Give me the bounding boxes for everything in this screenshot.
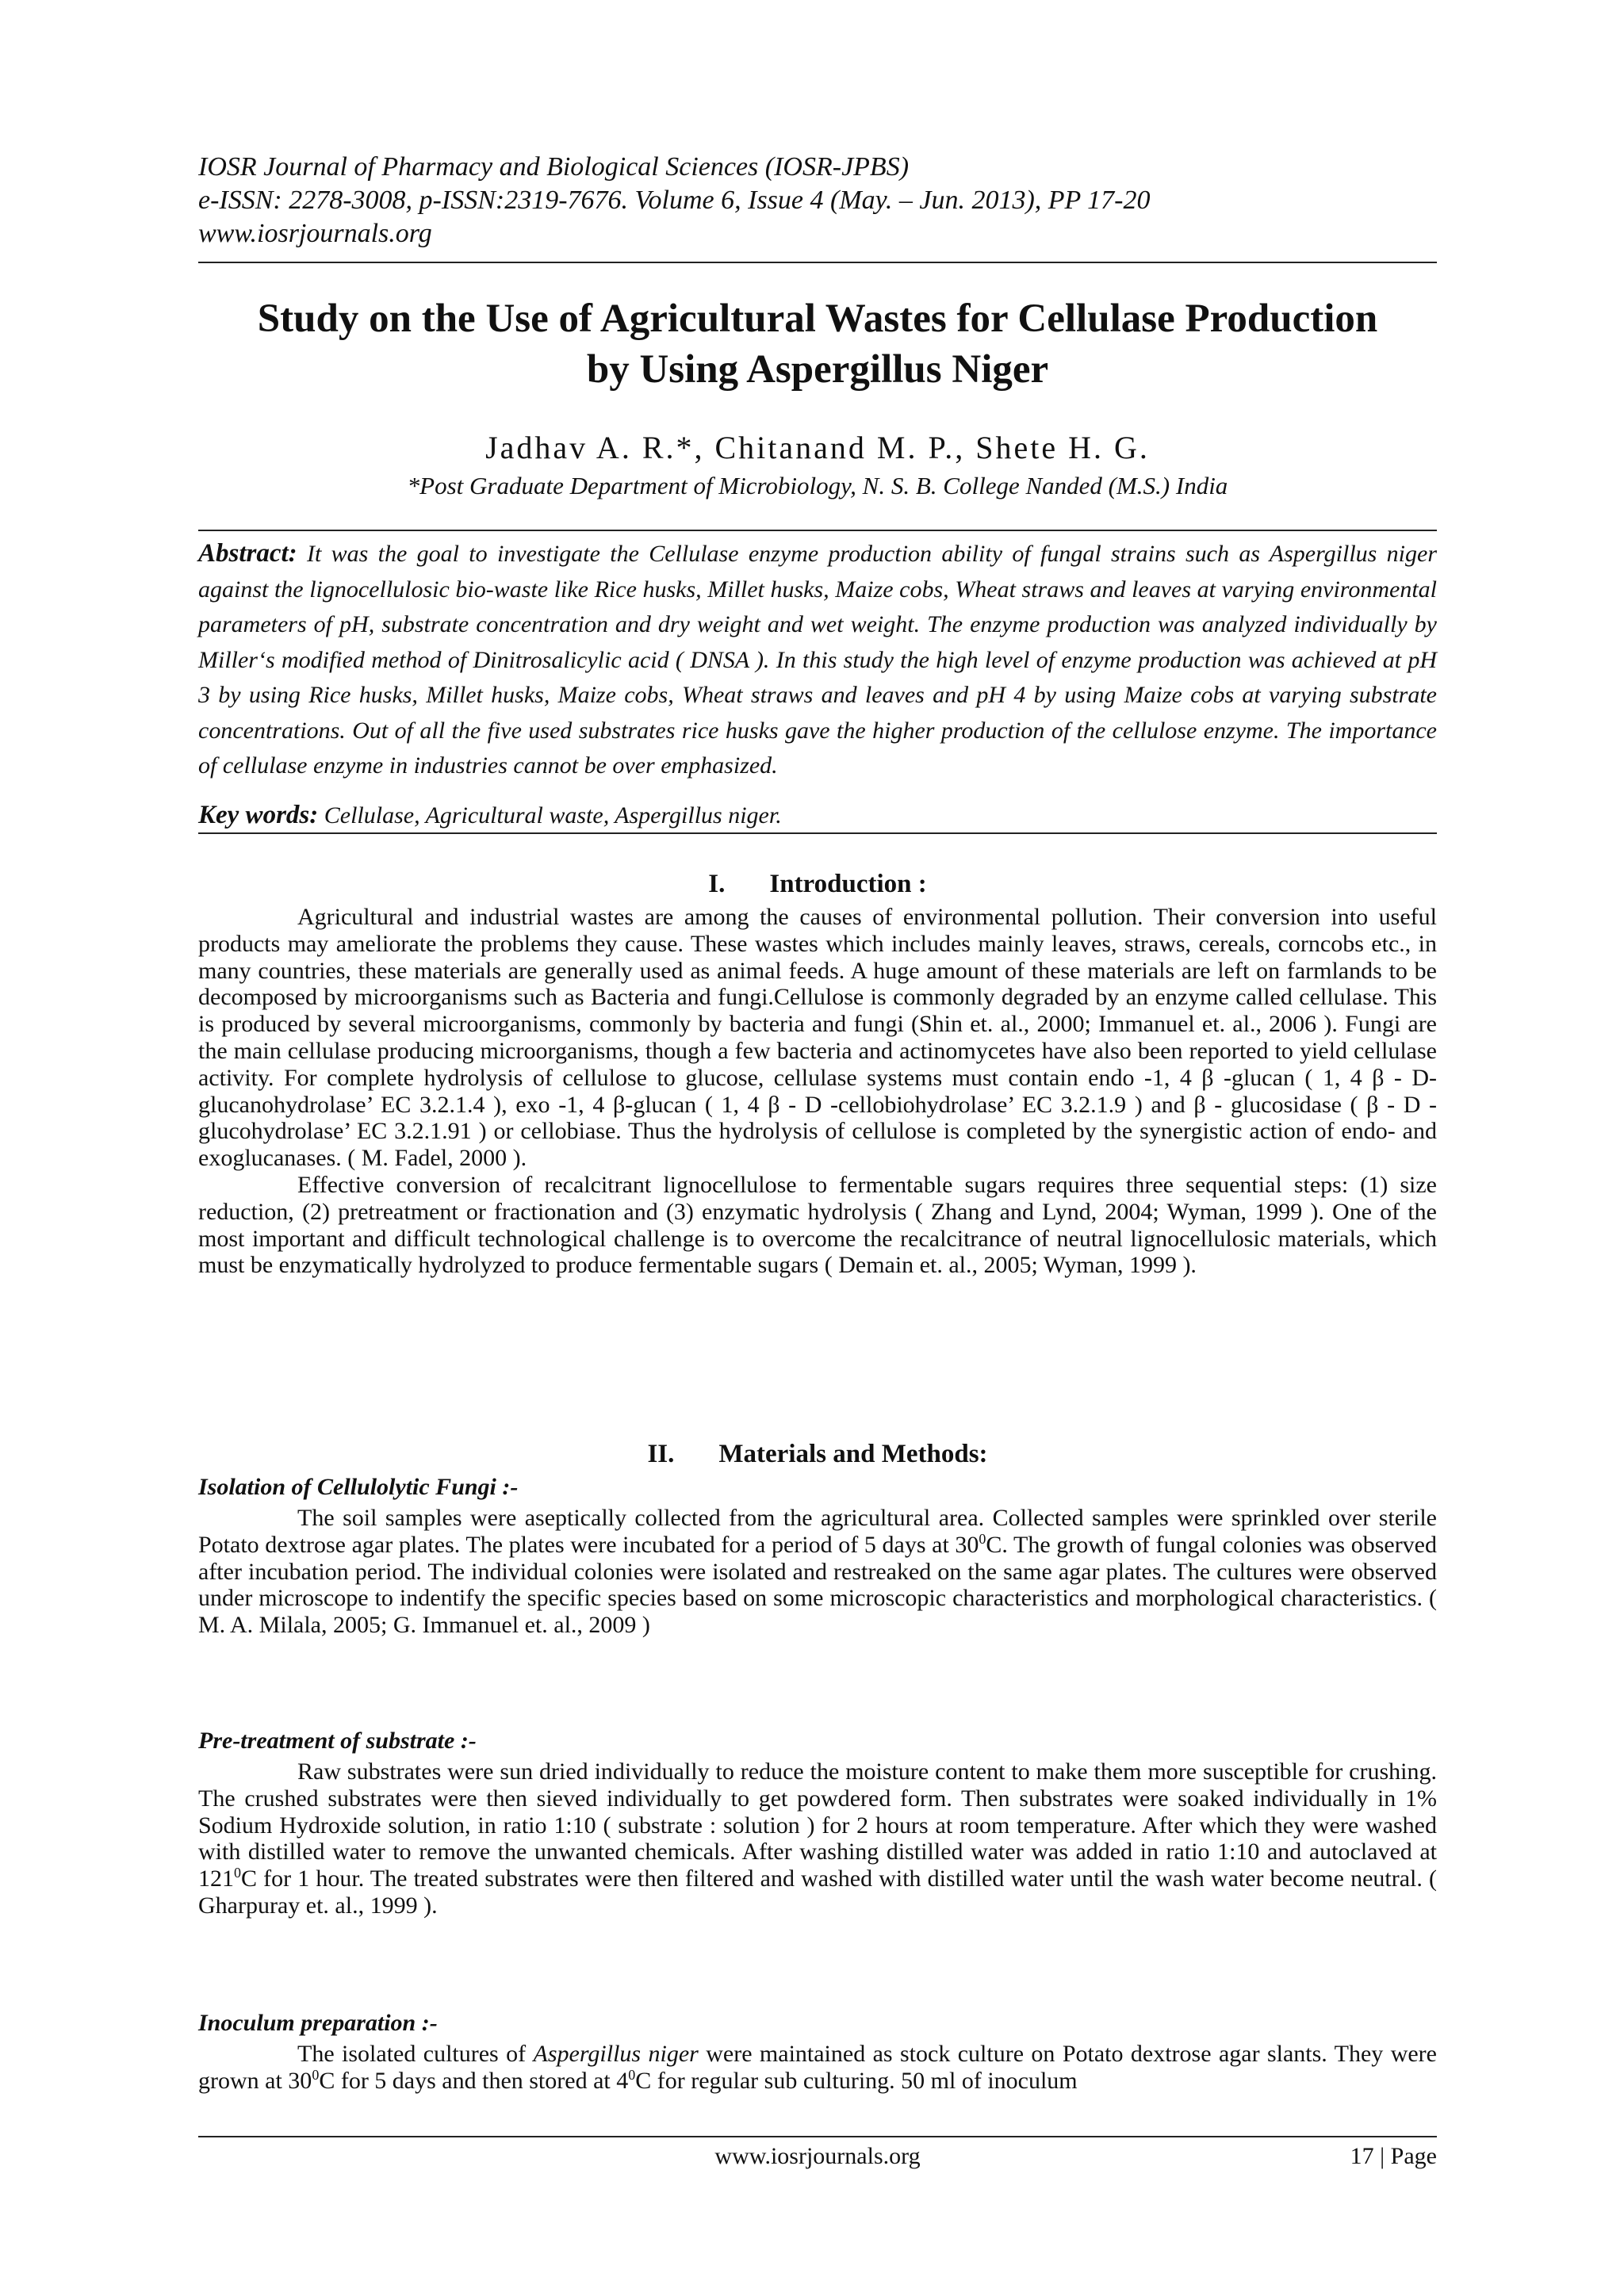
page-number: 17 | Page	[1350, 2143, 1437, 2169]
header-divider	[198, 262, 1437, 263]
section-title: Introduction :	[769, 870, 927, 898]
section-number: II.	[647, 1440, 675, 1468]
footer-website: www.iosrjournals.org	[714, 2143, 921, 2169]
inoculum-body	[198, 2041, 1437, 2095]
paragraph: Raw substrates were sun dried individually to reduce the moisture content to make them more susceptible for crushing. The crushed substrates were then sieved individually to get powdered form. Then substrates were soaked individually in 1% Sodium Hydroxide solution, in ratio 1:10 ( substrate : solution ) for 2 hours at room temperature. After which they were washed with distilled water to remove the unwanted chemicals. After washing distilled water was added in ratio 1:10 and autoclaved at $121^0C$ for 1 hour. The treated substrates were then filtered and washed with distilled water until the wash water become neutral. ( Gharpuray et. al., 1999 ).	[198, 1758, 1437, 1919]
paragraph: The isolated cultures of Aspergillus niger were maintained as stock culture on Potato dextrose agar slants. They were grown at $30^0C$ for 5 days and then stored at $4^0C$ for regular sub culturing. 50 ml of inoculum	[198, 2041, 1437, 2094]
section-heading-methods	[198, 1437, 1437, 1471]
species-name: Aspergillus niger	[533, 2041, 699, 2067]
isolation-body	[198, 1505, 1437, 1639]
title-line-1: Study on the Use of Agricultural Wastes for Cellulase Production	[257, 297, 1378, 341]
abstract-label: Abstract:	[198, 539, 297, 568]
section-title: Materials and Methods:	[718, 1440, 988, 1468]
subheading-inoculum: Inoculum preparation :-	[198, 2010, 438, 2036]
abstract-bottom-divider	[198, 832, 1437, 834]
abstract-top-divider	[198, 530, 1437, 531]
journal-header	[198, 151, 1437, 251]
section-number: I.	[708, 870, 726, 898]
introduction-body	[198, 904, 1437, 1279]
subheading-isolation: Isolation of Cellulolytic Fungi :-	[198, 1474, 519, 1500]
abstract-text: It was the goal to investigate the Cellulase enzyme production ability of fungal strains such as Aspergillus niger against the lignocellulosic bio-waste like Rice husks, Millet husks, Maize cobs, Wheat straws and leaves at varying environmental parameters of pH, substrate concentration and dry weight and wet weight. The enzyme production was analyzed individually by Miller‘s modified method of Dinitrosalicylic acid ( DNSA ). In this study the high level of enzyme production was achieved at pH 3 by using Rice husks, Millet husks, Maize cobs, Wheat straws and leaves and pH 4 by using Maize cobs at varying substrate concentrations. Out of all the five used substrates rice husks gave the higher production of the cellulose enzyme. The importance of cellulase enzyme in industries cannot be over emphasized.	[198, 541, 1437, 779]
subheading-pretreatment: Pre-treatment of substrate :-	[198, 1728, 477, 1754]
journal-name: IOSR Journal of Pharmacy and Biological Sciences (IOSR-JPBS)	[198, 152, 910, 182]
paragraph: Agricultural and industrial wastes are among the causes of environmental pollution. Their conversion into useful products may ameliorate the problems they cause. These wastes which includes mainly leaves, straws, cereals, corncobs etc., in many countries, these materials are generally used as animal feeds. A huge amount of these materials are left on farmlands to be decomposed by microorganisms such as Bacteria and fungi.Cellulose is commonly degraded by an enzyme called cellulase. This is produced by several microorganisms, commonly by bacteria and fungi (Shin et. al., 2000; Immanuel et. al., 2006 ). Fungi are the main cellulase producing microorganisms, though a few bacteria and actinomycetes have also been reported to yield cellulase activity. For complete hydrolysis of cellulose to glucose, cellulase systems must contain endo -1, 4 β -glucan ( 1, 4 β - D- glucanohydrolase’ EC 3.2.1.4 ), exo -1, 4 β-glucan ( 1, 4 β - D -cellobiohydrolase’ EC 3.2.1.9 ) and β - glucosidase ( β - D - glucohydrolase’ EC 3.2.1.91 ) or cellobiase. Thus the hydrolysis of cellulose is completed by the synergistic action of endo- and exoglucanases. ( M. Fadel, 2000 ).	[198, 904, 1437, 1172]
title-line-2: by Using Aspergillus Niger	[586, 347, 1049, 392]
issn-line: e-ISSN: 2278-3008, p-ISSN:2319-7676. Volume 6, Issue 4 (May. – Jun. 2013), PP 17-20	[198, 186, 1151, 215]
abstract-block	[198, 536, 1437, 784]
footer-divider	[198, 2136, 1437, 2137]
keywords-text: Cellulase, Agricultural waste, Aspergillus niger.	[324, 802, 782, 828]
paragraph: The soil samples were aseptically collected from the agricultural area. Collected samples were sprinkled over sterile Potato dextrose agar plates. The plates were incubated for a period of 5 days at $30^0C$. The growth of fungal colonies was observed after incubation period. The individual colonies were isolated and restreaked on the same agar plates. The cultures were observed under microscope to indentify the specific species based on some microscopic characteristics and morphological characteristics. ( M. A. Milala, 2005; G. Immanuel et. al., 2009 )	[198, 1505, 1437, 1639]
paragraph: Effective conversion of recalcitrant lignocellulose to fermentable sugars requires three sequential steps: (1) size reduction, (2) pretreatment or fractionation and (3) enzymatic hydrolysis ( Zhang and Lynd, 2004; Wyman, 1999 ). One of the most important and difficult technological challenge is to overcome the recalcitrance of neutral lignocellulosic materials, which must be enzymatically hydrolyzed to produce fermentable sugars ( Demain et. al., 2005; Wyman, 1999 ).	[198, 1171, 1437, 1279]
author-affiliation: *Post Graduate Department of Microbiology, N. S. B. College Nanded (M.S.) India	[407, 472, 1228, 499]
author-list: Jadhav A. R.*, Chitanand M. P., Shete H. G.	[485, 430, 1150, 465]
paper-title	[198, 293, 1437, 395]
journal-website: www.iosrjournals.org	[198, 219, 432, 248]
pretreatment-body	[198, 1758, 1437, 1919]
keywords-label: Key words:	[198, 801, 319, 829]
section-heading-introduction	[198, 867, 1437, 901]
keywords-block	[198, 798, 1437, 833]
